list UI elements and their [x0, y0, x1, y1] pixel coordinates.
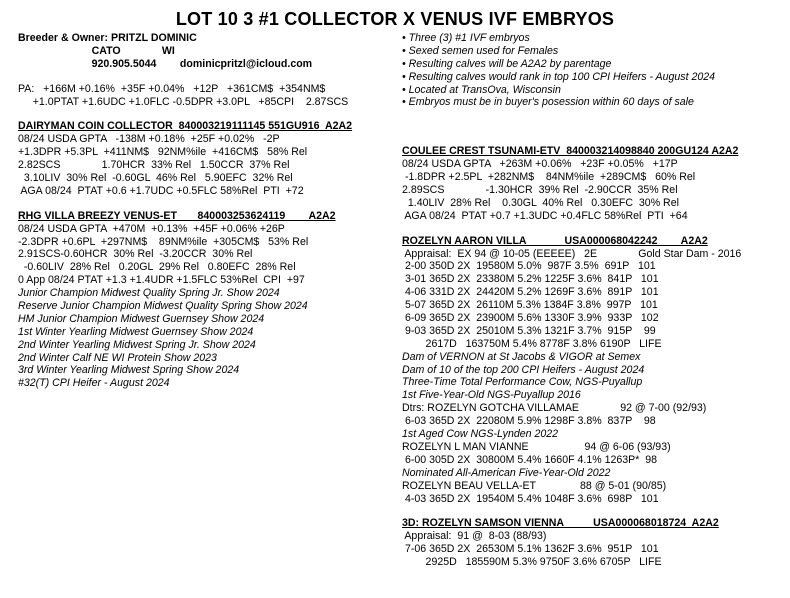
granddam-lifetime: 2617D 163750M 5.4% 8778F 3.8% 6190P LIFE [402, 337, 662, 350]
sire-line: 2.82SCS 1.70HCR 33% Rel 1.50CCR 37% Rel [18, 159, 290, 172]
granddam-appraisal: Appraisal: EX 94 @ 10-05 (EEEEE) 2E Gold Star Dam - 2016 [402, 247, 742, 260]
sire-line: +1.3DPR +5.3PL +411NM$ 92NM%ile +416CM$ 58% Rel [18, 146, 308, 159]
bullet-item: • Sexed semen used for Females [402, 44, 559, 57]
breeder-contact: 920.905.5044 dominicpritzl@icloud.com [18, 57, 313, 70]
third-dam-header: 3D: ROZELYN SAMSON VIENNA USA000068018724 A2A2 [402, 517, 719, 530]
lot-title: LOT 10 3 #1 COLLECTOR X VENUS IVF EMBRYOS [175, 9, 615, 29]
breeder-location: CATO WI [18, 44, 175, 57]
granddam-record: 6-09 365D 2X 23900M 5.6% 1330F 3.9% 933P 102 [402, 312, 659, 325]
daughter-name: ROZELYN L MAN VIANNE 94 @ 6-06 (93/93) [402, 440, 671, 453]
sire-line: 08/24 USDA GPTA -138M +0.18% +25F +0.02% -2P [18, 133, 280, 146]
granddam-note: Dam of VERNON at St Jacobs & VIGOR at Semex [402, 350, 641, 363]
dam-header: RHG VILLA BREEZY VENUS-ET 840003253624119 A2A2 [18, 209, 336, 222]
daughter-record: 6-00 305D 2X 30800M 5.4% 1660F 4.1% 1263P* 98 [402, 453, 658, 466]
pa-line-2: +1.0PTAT +1.6UDC +1.0FLC -0.5DPR +3.0PL +85CPI 2.87SCS [18, 95, 349, 108]
breeder-line: Breeder & Owner: PRITZL DOMINIC [18, 32, 197, 44]
granddam-record: 2-00 350D 2X 19580M 5.0% 987F 3.5% 691P 101 [402, 260, 656, 273]
dam-honor: Reserve Junior Champion Midwest Quality Spring Show 2024 [18, 300, 308, 313]
daughter-record: 6-03 365D 2X 22080M 5.9% 1298F 3.8% 837P 98 [402, 415, 656, 428]
dam-line: 08/24 USDA GPTA +470M +0.13% +45F +0.06% +26P [18, 222, 285, 235]
daughter-note: Nominated All-American Five-Year-Old 2022 [402, 466, 611, 479]
granddam-record: 5-07 365D 2X 26110M 5.3% 1384F 3.8% 997P 101 [402, 299, 658, 312]
third-dam-lifetime: 2925D 185590M 5.3% 9750F 3.6% 6705P LIFE [402, 556, 662, 569]
dam-honor: 2nd Winter Yearling Midwest Spring Jr. Show 2024 [18, 338, 256, 351]
pa-line-1: PA: +166M +0.16% +35F +0.04% +12P +361CM$ +354NM$ [18, 82, 326, 95]
right-column [402, 32, 782, 569]
dam-honor: 2nd Winter Calf NE WI Protein Show 2023 [18, 351, 217, 364]
granddam-note: Three-Time Total Performance Cow, NGS-Puyallup [402, 376, 643, 389]
bullet-item: • Embryos must be in buyer's posession within 60 days of sale [402, 96, 694, 109]
dam-line: -2.3DPR +0.6PL +297NM$ 89NM%ile +305CM$ 53% Rel [18, 235, 309, 248]
dam-honor: Junior Champion Midwest Quality Spring Jr. Show 2024 [18, 287, 280, 300]
granddam-note: 1st Five-Year-Old NGS-Puyallup 2016 [402, 389, 581, 402]
dam-honor: #32(T) CPI Heifer - August 2024 [18, 377, 170, 390]
daughter-name: ROZELYN BEAU VELLA-ET 88 @ 5-01 (90/85) [402, 479, 667, 492]
third-dam-record: 7-06 365D 2X 26530M 5.1% 1362F 3.6% 951P 101 [402, 543, 659, 556]
dam-honor: 3rd Winter Yearling Midwest Spring Show 2024 [18, 364, 240, 377]
bullet-item: • Located at TransOva, Wisconsin [402, 83, 561, 96]
bullet-item: • Resulting calves would rank in top 100 CPI Heifers - August 2024 [402, 70, 716, 83]
granddam-header: ROZELYN AARON VILLA USA000068042242 A2A2 [402, 234, 708, 247]
daughter-record: 4-03 365D 2X 19540M 5.4% 1048F 3.6% 698P 101 [402, 492, 659, 505]
granddam-record: 4-06 331D 2X 24420M 5.2% 1269F 3.6% 891P 101 [402, 286, 659, 299]
bullet-item: • Resulting calves will be A2A2 by parentage [402, 57, 612, 70]
dam-sire-line: 2.89SCS -1.30HCR 39% Rel -2.90CCR 35% Rel [402, 184, 678, 197]
dam-sire-header: COULEE CREST TSUNAMI-ETV 840003214098840 200GU124 A2A2 [402, 145, 739, 158]
granddam-record: 3-01 365D 2X 23380M 5.2% 1225F 3.6% 841P 101 [402, 273, 659, 286]
left-column [18, 32, 398, 390]
dam-honor: 1st Winter Yearling Midwest Guernsey Show 2024 [18, 325, 254, 338]
granddam-record: 9-03 365D 2X 25010M 5.3% 1321F 3.7% 915P 99 [402, 324, 656, 337]
dam-line: 2.91SCS-0.60HCR 30% Rel -3.20CCR 30% Rel [18, 248, 253, 261]
dam-line: -0.60LIV 28% Rel 0.20GL 29% Rel 0.80EFC 28% Rel [18, 261, 296, 274]
sire-line: AGA 08/24 PTAT +0.6 +1.7UDC +0.5FLC 58%Rel PTI +72 [18, 184, 304, 197]
dam-sire-line: 1.40LIV 28% Rel 0.30GL 40% Rel 0.30EFC 30% Rel [402, 196, 679, 209]
sire-header: DAIRYMAN COIN COLLECTOR 840003219111145 551GU916 A2A2 [18, 120, 353, 133]
third-dam-appraisal: Appraisal: 91 @ 8-03 (88/93) [402, 530, 547, 543]
dam-honor: HM Junior Champion Midwest Guernsey Show 2024 [18, 312, 265, 325]
dam-sire-line: 08/24 USDA GPTA +263M +0.06% +23F +0.05% +17P [402, 158, 678, 171]
dam-line: 0 App 08/24 PTAT +1.3 +1.4UDR +1.5FLC 53%Rel CPI +97 [18, 274, 305, 287]
sire-line: 3.10LIV 30% Rel -0.60GL 46% Rel 5.90EFC 32% Rel [18, 172, 293, 185]
dam-sire-line: AGA 08/24 PTAT +0.7 +1.3UDC +0.4FLC 58%Rel PTI +64 [402, 209, 688, 222]
bullet-item: • Three (3) #1 IVF embryos [402, 32, 530, 44]
daughter-note: 1st Aged Cow NGS-Lynden 2022 [402, 428, 559, 441]
daughter-name: Dtrs: ROZELYN GOTCHA VILLAMAE 92 @ 7-00 (92/93) [402, 402, 707, 415]
granddam-note: Dam of 10 of the top 200 CPI Heifers - August 2024 [402, 363, 645, 376]
dam-sire-line: -1.8DPR +2.5PL +282NM$ 84NM%ile +289CM$ 60% Rel [402, 171, 696, 184]
